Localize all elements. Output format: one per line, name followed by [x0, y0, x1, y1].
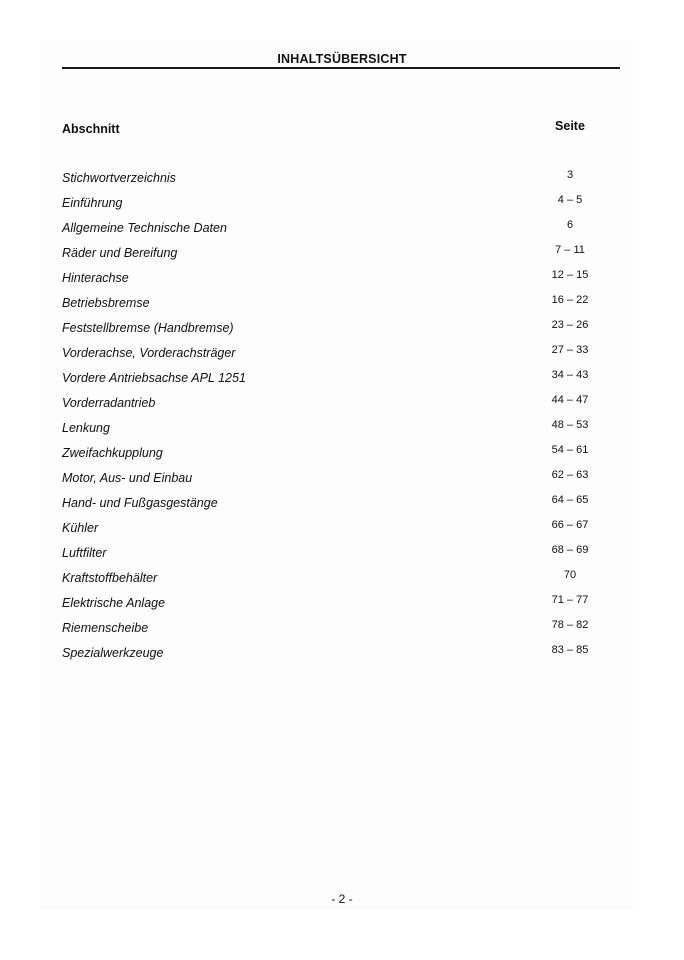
toc-entry-pages: 66 – 67 [551, 519, 589, 531]
toc-entry-label: Betriebsbremse [62, 296, 150, 310]
toc-entry-label: Vorderradantrieb [62, 396, 156, 410]
toc-entry [62, 646, 602, 671]
toc-entry-label: Kraftstoffbehälter [62, 571, 158, 585]
toc-entry [62, 296, 602, 321]
table-of-contents [62, 171, 602, 671]
toc-entry [62, 621, 602, 646]
toc-entry-pages: 71 – 77 [551, 594, 589, 606]
toc-entry-pages: 78 – 82 [551, 619, 589, 631]
toc-entry [62, 546, 602, 571]
column-header-page: Seite [555, 119, 585, 133]
toc-entry-pages: 27 – 33 [551, 344, 589, 356]
toc-entry-label: Lenkung [62, 421, 110, 435]
toc-entry-label: Kühler [62, 521, 99, 535]
toc-entry-pages: 23 – 26 [551, 319, 589, 331]
toc-entry-label: Vorderachse, Vorderachsträger [62, 346, 236, 360]
toc-entry-pages: 64 – 65 [551, 494, 589, 506]
toc-entry-pages: 3 [566, 169, 574, 181]
toc-entry-pages: 48 – 53 [551, 419, 589, 431]
toc-entry-label: Zweifachkupplung [62, 446, 163, 460]
toc-entry [62, 321, 602, 346]
toc-entry [62, 471, 602, 496]
toc-entry-label: Elektrische Anlage [62, 596, 166, 610]
toc-entry [62, 171, 602, 196]
toc-entry-label: Feststellbremse (Handbremse) [62, 321, 234, 335]
toc-entry-label: Stichwortverzeichnis [62, 171, 176, 185]
page-title: INHALTSÜBERSICHT [277, 52, 407, 66]
title-underline [62, 67, 620, 69]
toc-entry [62, 596, 602, 621]
column-header-section: Abschnitt [62, 122, 120, 136]
toc-entry-pages: 7 – 11 [555, 244, 585, 256]
toc-entry-label: Spezialwerkzeuge [62, 646, 164, 660]
toc-entry-pages: 83 – 85 [551, 644, 589, 656]
toc-entry [62, 221, 602, 246]
toc-entry [62, 421, 602, 446]
toc-entry-pages: 54 – 61 [551, 444, 589, 456]
toc-entry-label: Allgemeine Technische Daten [62, 221, 227, 235]
toc-entry-pages: 16 – 22 [551, 294, 589, 306]
toc-entry-label: Luftfilter [62, 546, 107, 560]
toc-entry-label: Einführung [62, 196, 123, 210]
toc-entry-pages: 44 – 47 [551, 394, 589, 406]
toc-entry-label: Hinterachse [62, 271, 129, 285]
toc-entry [62, 346, 602, 371]
toc-entry [62, 371, 602, 396]
toc-entry [62, 246, 602, 271]
toc-entry [62, 396, 602, 421]
toc-entry-pages: 62 – 63 [551, 469, 589, 481]
toc-entry [62, 271, 602, 296]
toc-entry-label: Vordere Antriebsachse APL 1251 [62, 371, 246, 385]
toc-entry [62, 571, 602, 596]
toc-entry-pages: 4 – 5 [557, 194, 583, 206]
page-number: - 2 - [331, 892, 353, 906]
toc-entry-label: Hand- und Fußgasgestänge [62, 496, 218, 510]
toc-entry-label: Riemenscheibe [62, 621, 149, 635]
toc-entry-label: Motor, Aus- und Einbau [62, 471, 193, 485]
toc-entry-pages: 70 [563, 569, 577, 581]
toc-entry-pages: 6 [566, 219, 574, 231]
toc-entry-pages: 68 – 69 [551, 544, 589, 556]
toc-entry-pages: 12 – 15 [551, 269, 589, 281]
toc-entry-pages: 34 – 43 [551, 369, 589, 381]
toc-entry-label: Räder und Bereifung [62, 246, 178, 260]
toc-entry [62, 196, 602, 221]
toc-entry [62, 521, 602, 546]
toc-entry [62, 496, 602, 521]
toc-entry [62, 446, 602, 471]
